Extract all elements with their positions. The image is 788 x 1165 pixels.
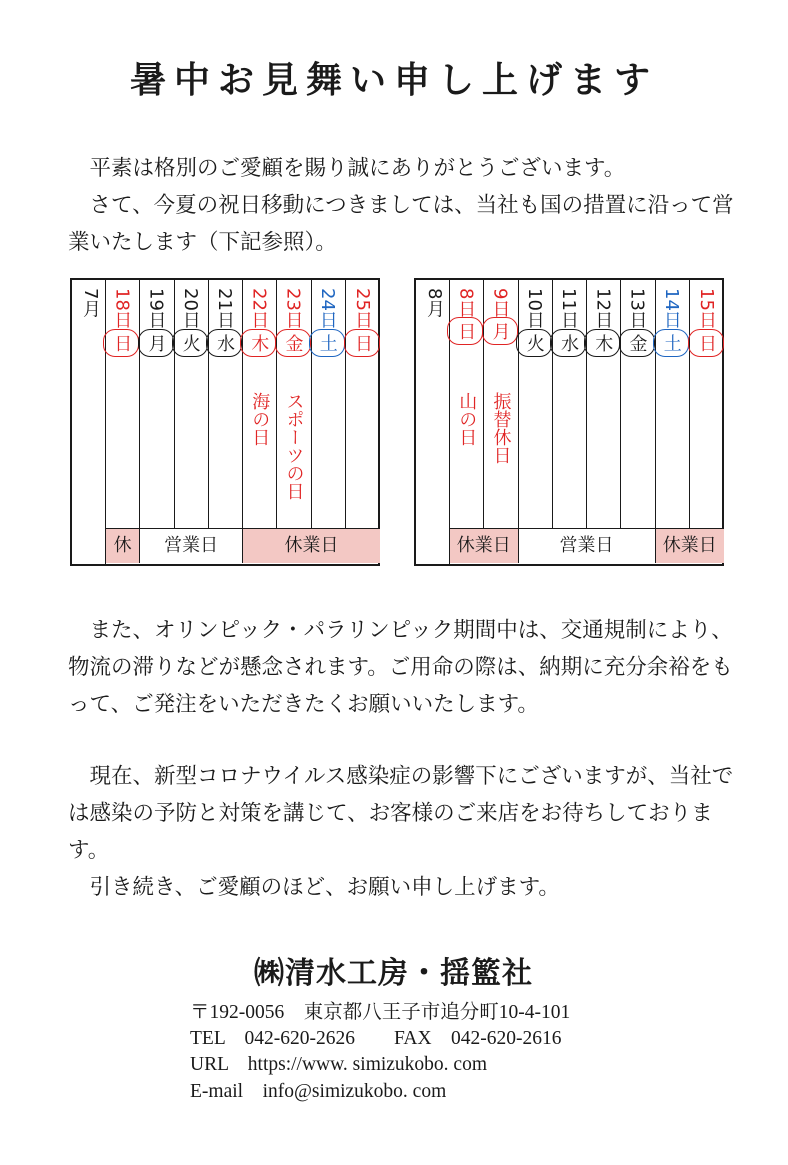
day-label (140, 288, 173, 357)
business-day-label: 営業日 (140, 529, 243, 563)
day-date: 10日 (523, 288, 545, 329)
day-column (346, 280, 380, 528)
day-label (175, 288, 208, 357)
day-label (553, 288, 586, 357)
day-column (484, 280, 518, 528)
day-weekday: 火 (172, 329, 208, 357)
day-weekday: 水 (206, 329, 242, 357)
day-date: 15日 (696, 288, 717, 329)
day-weekday: 月 (138, 329, 174, 357)
calendar-august (414, 278, 724, 566)
day-label (450, 288, 483, 345)
day-date: 24日 (316, 288, 338, 329)
day-label (656, 288, 689, 357)
day-column (519, 280, 553, 528)
day-date: 20日 (179, 288, 201, 329)
day-weekday: 土 (309, 329, 345, 357)
day-weekday: 日 (103, 329, 139, 357)
day-label (243, 288, 276, 357)
day-weekday: 水 (550, 329, 586, 357)
day-column (553, 280, 587, 528)
day-column (175, 280, 209, 528)
day-date: 14日 (660, 288, 682, 329)
day-weekday: 木 (584, 329, 620, 357)
day-date: 18日 (111, 288, 133, 329)
day-weekday: 火 (516, 329, 552, 357)
day-date: 22日 (248, 288, 270, 329)
day-date: 25日 (352, 288, 373, 329)
day-column (106, 280, 140, 528)
day-weekday: 金 (619, 329, 655, 357)
day-weekday: 金 (275, 329, 311, 357)
intro-line-1: 平素は格別のご愛顧を賜り誠にありがとうございます。 (89, 156, 626, 181)
day-label (277, 288, 310, 357)
intro-line-2: さて、今夏の祝日移動につきましては、当社も国の措置に沿って営業いたします（下記参照）。 (68, 193, 734, 255)
day-date: 11日 (558, 288, 579, 329)
page-title: 暑中お見舞い申し上げます (129, 60, 658, 101)
closing-line: 引き続き、ご愛顧のほど、お願い申し上げます。 (89, 875, 560, 900)
month-label: 8月 (424, 288, 445, 318)
day-date: 9日 (489, 288, 511, 318)
holiday-name: 山の日 (456, 392, 478, 446)
day-label (312, 288, 345, 357)
day-label (484, 288, 517, 345)
day-date: 23日 (282, 288, 304, 329)
day-weekday: 月 (482, 317, 518, 345)
day-column (656, 280, 690, 528)
month-label: 7月 (80, 288, 101, 318)
day-column (621, 280, 655, 528)
day-weekday: 日 (447, 317, 483, 345)
closed-day-label: 休業日 (450, 529, 519, 563)
day-label (106, 288, 139, 357)
closed-day-label: 休業日 (656, 529, 725, 563)
day-weekday: 土 (653, 329, 689, 357)
email-address[interactable]: E-mail info@simizukobo. com (190, 1081, 447, 1102)
day-label (346, 288, 380, 357)
day-column (243, 280, 277, 528)
intro-paragraph (68, 150, 740, 261)
day-column (312, 280, 346, 528)
day-date: 19日 (145, 288, 167, 329)
address: 〒192-0056 東京都八王子市追分町10-4-101 (190, 1002, 571, 1023)
company-name: ㈱清水工房・揺籃社 (254, 956, 533, 991)
day-date: 21日 (214, 288, 235, 329)
olympic-notice: また、オリンピック・パラリンピック期間中は、交通規制により、物流の滞りなどが懸念されます。ご用命の際は、納期に充分余裕をもって、ご発注をいただきたくお願いいたします。 (68, 618, 733, 717)
status-row (450, 528, 722, 564)
closed-day-label: 休 (106, 529, 140, 563)
day-column (690, 280, 724, 528)
covid-paragraph (68, 758, 740, 906)
day-label (519, 288, 552, 357)
day-column (209, 280, 243, 528)
tel-fax: TEL 042-620-2626 FAX 042-620-2616 (190, 1028, 562, 1049)
olympic-paragraph (68, 612, 740, 723)
day-weekday: 木 (240, 329, 276, 357)
covid-notice: 現在、新型コロナウイルス感染症の影響下にございますが、当社では感染の予防と対策を講じて、お客様のご来店をお待ちしております。 (68, 764, 734, 863)
day-column (277, 280, 311, 528)
business-day-label: 営業日 (519, 529, 656, 563)
status-row (106, 528, 378, 564)
day-label (690, 288, 724, 357)
month-cell (72, 280, 106, 564)
day-label (209, 288, 242, 357)
holiday-name: スポーツの日 (283, 392, 305, 500)
day-label (621, 288, 654, 357)
day-weekday: 日 (688, 329, 724, 357)
day-label (587, 288, 620, 357)
day-column (450, 280, 484, 528)
holiday-name: 海の日 (249, 392, 271, 446)
website-url[interactable]: URL https://www. simizukobo. com (190, 1054, 488, 1075)
day-column (140, 280, 174, 528)
day-date: 13日 (626, 288, 648, 329)
calendar-july (70, 278, 380, 566)
month-cell (416, 280, 450, 564)
day-weekday: 日 (344, 329, 380, 357)
holiday-name: 振替休日 (490, 392, 512, 464)
day-date: 8日 (455, 288, 477, 318)
day-column (587, 280, 621, 528)
closed-day-label: 休業日 (243, 529, 380, 563)
day-date: 12日 (592, 288, 614, 329)
